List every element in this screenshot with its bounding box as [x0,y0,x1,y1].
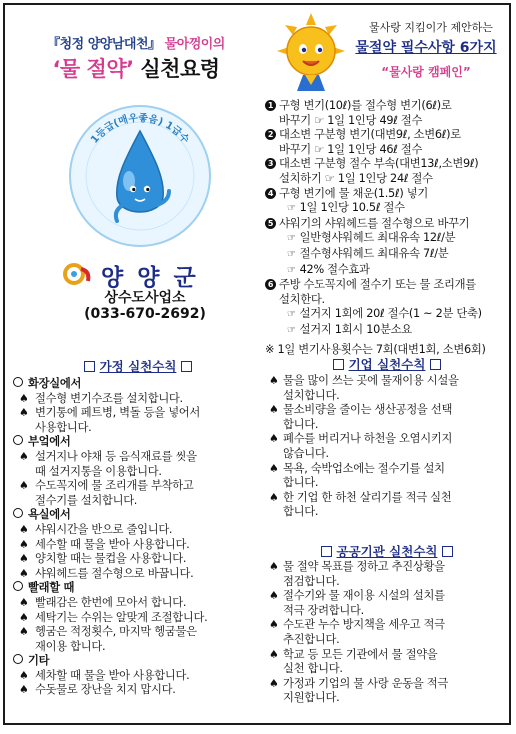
yangyang-logo-icon [63,261,93,287]
pointing-hand-icon: ☞ [287,248,296,260]
company-heading-text: 기업 실천수칙 [348,357,426,372]
tip-sub-text: 42% 절수효과 [299,262,370,276]
item-text: 세수할 때 물을 받아 사용합니다. [35,537,190,551]
category-title: 욕실에서 [28,508,71,522]
list-item [13,538,263,553]
pointing-hand-icon: ☞ [287,309,296,321]
spade-bullet-icon: ♠ [19,449,29,463]
tip-number: 1 [265,100,276,111]
tip-item [265,128,509,157]
home-category [13,377,263,392]
tip-item [265,217,509,232]
campaign-intro: 물사랑 지킴이가 제안하는 [369,21,493,34]
home-practice-list [13,377,263,698]
public-practice-list [267,560,507,706]
list-item [267,648,507,677]
list-item [267,618,507,647]
tip-item [265,187,509,202]
tip-item [265,157,509,186]
spade-bullet-icon: ♠ [269,618,279,632]
tip-sub [265,323,509,339]
book-icon [430,359,441,370]
list-item [13,625,263,654]
list-item [267,491,507,520]
water-drop-illustration [65,101,215,251]
org-name: 양 양 군 [101,265,199,291]
home-section-heading [13,357,263,375]
tip-number: 4 [265,188,276,199]
header-river-name: 『청정 양양남대천』 [47,37,161,52]
item-text: 물 절약 목표를 정하고 추진상황을 점검합니다. [283,560,445,588]
spade-bullet-icon: ♠ [269,589,279,603]
item-text: 한 기업 한 하천 살리기를 적극 실천 합니다. [283,490,452,519]
tip-sub-text: 절수형샤워헤드 최대유속 7ℓ/분 [299,246,449,260]
circle-bullet-icon [13,654,23,664]
list-item [13,552,263,567]
pointing-hand-icon: ☞ [287,264,296,276]
pointing-hand-icon: ☞ [287,324,296,336]
item-text: 양치할 때는 물컵을 사용합니다. [35,552,187,566]
title-water-saving: ‘물 절약’ [52,57,134,81]
tip-line: 샤워기의 샤워헤드를 절수형으로 바꾸기 [279,216,470,230]
category-title: 화장실에서 [28,377,82,390]
spade-bullet-icon: ♠ [19,566,29,580]
tip-line: 구형 변기(10ℓ)를 절수형 변기(6ℓ)로 [279,99,452,112]
book-icon [442,546,453,557]
list-item [13,567,263,582]
item-text: 학교 등 모든 기관에서 물 절약을 실천 합니다. [283,647,438,676]
item-text: 수도꼭지에 물 조리개를 부착하고 절수기를 설치합니다. [35,479,194,507]
tip-line: 주방 수도꼭지에 절수기 또는 물 조리개를 [279,278,476,292]
tip-sub [265,247,509,263]
item-text: 폐수를 버리거나 하천을 오염시키지 않습니다. [283,432,453,460]
tips-list [265,99,509,357]
list-item [267,462,507,491]
campaign-title: 물절약 필수사항 6가지 [355,40,497,56]
spade-bullet-icon: ♠ [269,461,279,475]
public-section-heading [267,542,507,560]
item-text: 절수기와 물 재이용 시설의 설치를 적극 장려합니다. [283,589,445,617]
tip-line: 설치한다. [279,292,325,306]
tip-sub-text: 1일 1인당 10.5ℓ 절수 [299,201,405,215]
tip-line: 대소변 구분형 변기(대변9ℓ, 소변6ℓ)로 [279,128,461,142]
campaign-name: “물사랑 캠페인” [381,65,471,79]
item-text: 세차할 때 물을 받아 사용합니다. [35,668,190,682]
org-office: 상수도사업소 [104,290,186,306]
tip-sub [265,231,509,247]
org-phone: (033-670-2692) [84,306,206,322]
spade-bullet-icon: ♠ [19,595,29,609]
list-item [267,589,507,618]
tip-sub [265,263,509,279]
tip-line: 바꾸기 ☞ 1일 1인당 46ℓ 절수 [279,142,423,156]
circle-bullet-icon [13,377,23,387]
spade-bullet-icon: ♠ [269,676,279,690]
tip-number: 5 [265,218,276,229]
list-item [13,406,263,435]
tip-number: 2 [265,129,276,140]
home-category [13,435,263,450]
list-item [267,374,507,403]
category-title: 빨래할 때 [28,581,75,595]
category-title: 기타 [28,654,50,668]
spade-bullet-icon: ♠ [19,406,29,420]
spade-bullet-icon: ♠ [19,552,29,566]
spade-bullet-icon: ♠ [19,625,29,639]
tip-sub [265,307,509,323]
tip-sub-text: 일반형샤워헤드 최대유속 12ℓ/분 [299,231,456,245]
spade-bullet-icon: ♠ [19,683,29,697]
list-item [267,560,507,589]
home-heading-text: 가정 실천수칙 [99,359,177,374]
title-guidelines: 실천요령 [133,57,220,81]
home-category [13,508,263,523]
spade-bullet-icon: ♠ [269,403,279,417]
tip-item [265,99,509,128]
home-category [13,654,263,669]
item-text: 물을 많이 쓰는 곳에 물재이용 시설을 설치합니다. [283,374,459,402]
list-item [13,523,263,538]
tip-item [265,278,509,307]
list-item [267,677,507,706]
toilet-usage-note: ※ 1일 변기사용횟수는 7회(대변1회, 소변6회) [265,342,486,356]
pointing-hand-icon: ☞ [287,203,296,215]
list-item [13,669,263,684]
spade-bullet-icon: ♠ [269,432,279,446]
list-item [267,432,507,461]
spade-bullet-icon: ♠ [269,560,279,573]
header-line-1 [11,33,261,52]
tip-sub-text: 설거지 1회에 20ℓ 절수(1 ~ 2분 단축) [299,307,482,321]
list-item [13,479,263,508]
item-text: 수도관 누수 방지책을 세우고 적극 추진합니다. [283,618,445,646]
item-text: 목욕, 숙박업소에는 절수기를 설치 합니다. [283,461,445,490]
circle-bullet-icon [13,508,23,518]
circle-bullet-icon [13,581,23,591]
item-text: 세탁기는 수위는 알맞게 조절합니다. [35,610,208,624]
item-text: 물소비량을 줄이는 생산공정을 선택 합니다. [283,403,453,431]
list-item [13,596,263,611]
item-text: 가정과 기업의 물 사랑 운동을 적극 지원합니다. [283,676,449,705]
book-icon [321,546,332,557]
list-item [13,611,263,626]
page-title [11,53,261,83]
circle-bullet-icon [13,435,23,445]
item-text: 설거지나 야채 등 음식재료를 씻을 때 설거지통을 이용합니다. [35,449,197,478]
spade-bullet-icon: ♠ [19,479,29,493]
book-icon [181,361,192,372]
list-item [13,683,263,698]
spade-bullet-icon: ♠ [19,610,29,624]
flyer-page [3,3,511,725]
spade-bullet-icon: ♠ [19,668,29,682]
category-title: 부엌에서 [28,435,71,449]
item-text: 빨래감은 한번에 모아서 합니다. [35,595,187,609]
tip-number: 6 [265,279,276,290]
company-section-heading [267,355,507,373]
header-mascot-name: 물아껑이의 [160,37,225,52]
tip-line: 설치하기 ☞ 1일 1인당 24ℓ 절수 [279,171,433,185]
tip-line: 바꾸기 ☞ 1일 1인당 49ℓ 절수 [279,113,423,127]
item-text: 샤워시간을 반으로 줄입니다. [35,522,173,536]
tip-sub-text: 설거지 1회시 10분소요 [299,322,412,336]
item-text: 샤워헤드를 절수형으로 바꿉니다. [35,566,194,580]
spade-bullet-icon: ♠ [269,374,279,387]
item-text: 수돗물로 장난을 치지 맙시다. [35,683,176,697]
drop-badge-text: 1등급(매우좋음) 1급수 [89,112,191,146]
spade-bullet-icon: ♠ [19,391,29,405]
item-text: 변기통에 페트병, 벽돌 등을 넣어서 사용합니다. [35,406,201,434]
item-text: 헹굼은 적정횟수, 마지막 헹굼물은 재이용 합니다. [35,625,197,653]
spade-bullet-icon: ♠ [269,647,279,661]
list-item [267,403,507,432]
item-text: 절수형 변기수조를 설치합니다. [35,391,183,405]
home-category [13,581,263,596]
book-icon [333,359,344,370]
tip-line: 구형 변기에 물 채운(1.5ℓ) 넣기 [279,186,428,200]
tip-sub [265,201,509,217]
tip-number: 3 [265,158,276,169]
pointing-hand-icon: ☞ [287,233,296,245]
sun-mascot-illustration [275,11,347,95]
tip-line: 대소변 구분형 절수 부속(대변13ℓ,소변9ℓ) [279,157,479,171]
book-icon [84,361,95,372]
list-item [13,450,263,479]
company-practice-list [267,374,507,520]
spade-bullet-icon: ♠ [19,522,29,536]
list-item [13,392,263,407]
public-heading-text: 공공기관 실천수칙 [336,544,438,559]
spade-bullet-icon: ♠ [269,490,279,504]
spade-bullet-icon: ♠ [19,537,29,551]
